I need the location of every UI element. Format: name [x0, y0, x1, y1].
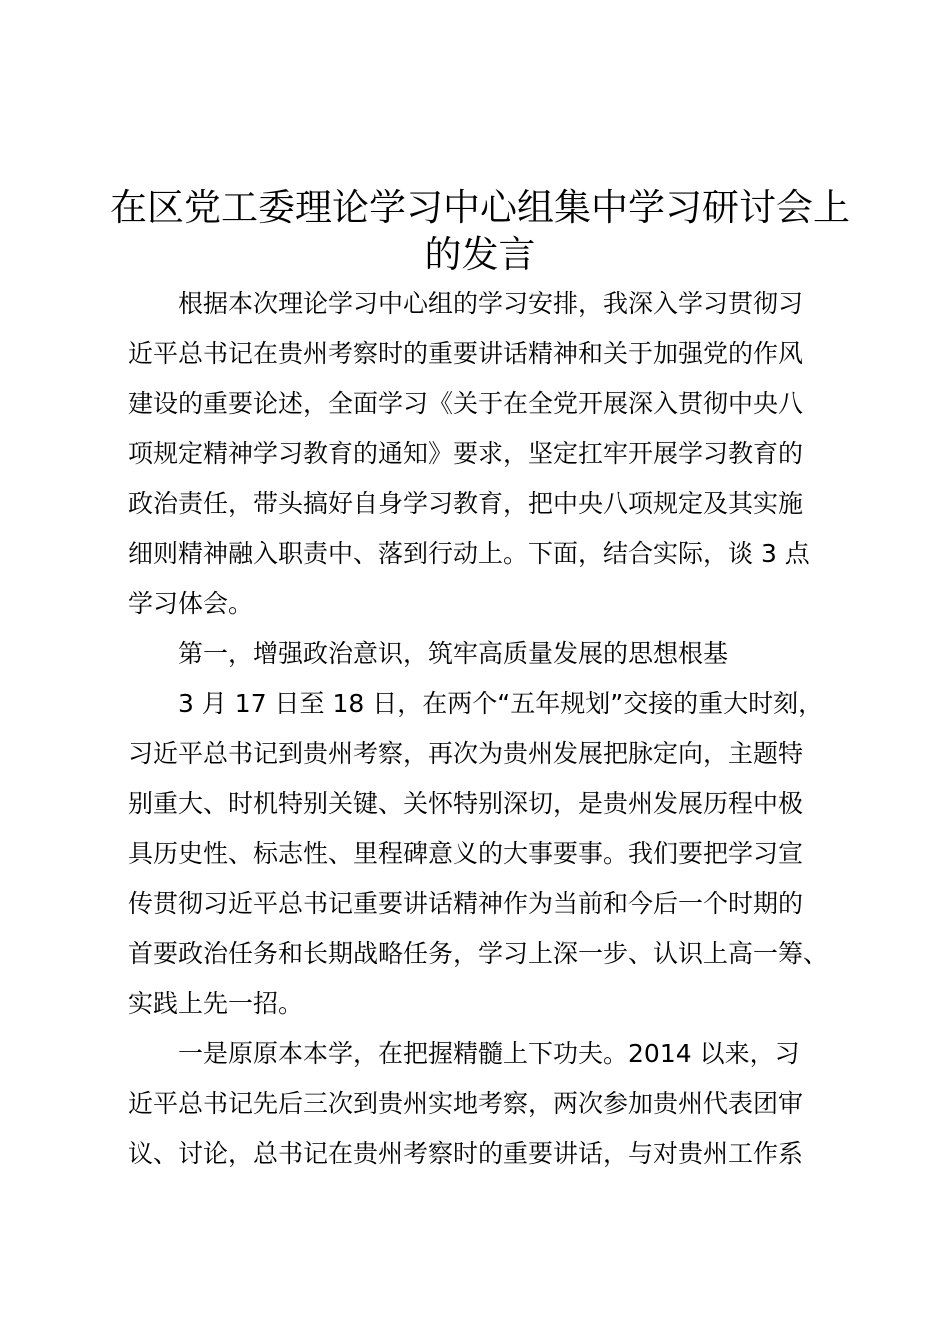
body-text-line: 习近平总书记到贵州考察，再次为贵州发展把脉定向，主题特 [128, 739, 804, 768]
body-text-line: 实践上先一招。 [128, 989, 304, 1018]
body-text-line: 3 月 17 日至 18 日，在两个“五年规划”交接的重大时刻， [128, 689, 824, 718]
body-text-line: 建设的重要论述，全面学习《关于在全党开展深入贯彻中央八 [128, 389, 804, 418]
body-text-line: 一是原原本本学，在把握精髓上下功夫。2014 以来，习 [128, 1039, 800, 1068]
section-heading: 第一，增强政治意识，筑牢高质量发展的思想根基 [128, 639, 729, 668]
document-title-line-1: 在区党工委理论学习中心组集中学习研讨会上 [110, 186, 850, 229]
body-text-line: 近平总书记在贵州考察时的重要讲话精神和关于加强党的作风 [128, 339, 804, 368]
body-text-line: 根据本次理论学习中心组的学习安排，我深入学习贯彻习 [128, 289, 804, 318]
body-text-line: 项规定精神学习教育的通知》要求，坚定扛牢开展学习教育的 [128, 439, 804, 468]
body-text-line: 议、讨论，总书记在贵州考察时的重要讲话，与对贵州工作系 [128, 1139, 804, 1168]
body-text-line: 别重大、时机特别关键、关怀特别深切，是贵州发展历程中极 [128, 789, 804, 818]
body-text-line: 近平总书记先后三次到贵州实地考察，两次参加贵州代表团审 [128, 1089, 804, 1118]
body-text-line: 具历史性、标志性、里程碑意义的大事要事。我们要把学习宣 [128, 839, 804, 868]
body-text-line: 首要政治任务和长期战略任务，学习上深一步、认识上高一筹、 [128, 939, 829, 968]
body-text-line: 细则精神融入职责中、落到行动上。下面，结合实际，谈 3 点 [128, 539, 810, 568]
body-text-line: 传贯彻习近平总书记重要讲话精神作为当前和今后一个时期的 [128, 889, 804, 918]
body-text-line: 学习体会。 [128, 589, 254, 618]
document-title-line-2: 的发言 [424, 233, 536, 276]
body-text-line: 政治责任，带头搞好自身学习教育，把中央八项规定及其实施 [128, 489, 804, 518]
